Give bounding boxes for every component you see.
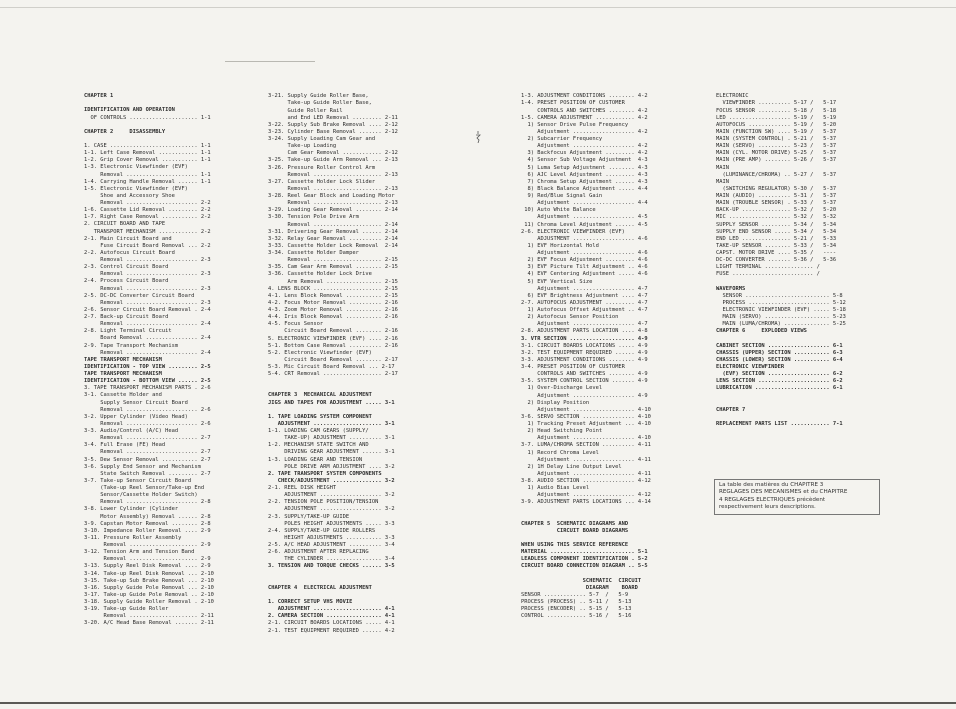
- toc-line: 3-24. Supply Loading Cam Gear and: [268, 136, 376, 142]
- toc-line: 2) Head Switching Point: [521, 428, 603, 435]
- toc-line: 3-7. LUMA/CHROMA SECTION .......... 4-11: [521, 442, 651, 449]
- toc-line: 2) Display Position: [521, 399, 590, 406]
- toc-line: POLES HEIGHT ADJUSTMENTS ..... 3-3: [268, 520, 395, 527]
- toc-line: 5. ELECTRONIC VIEWFINDER (EVF) .... 2-16: [268, 335, 398, 342]
- toc-line: 1-3. ADJUSTMENT CONDITIONS ........ 4-2: [521, 93, 648, 100]
- toc-line: 3-20. A/C Head Base Removal ....... 2-11: [84, 620, 214, 627]
- toc-line: 1-2. MECHANISM STATE SWITCH AND: [268, 442, 369, 449]
- toc-line: POLE DRIVE ARM ADJUSTMENT .... 3-2: [268, 463, 395, 470]
- toc-line: 5-2. Electronic Viewfinder (EVF): [268, 349, 372, 356]
- toc-line: 3-8. Lower Cylinder (Cylinder: [84, 506, 179, 513]
- toc-line: 3-3. Audio/Control (A/C) Head: [84, 428, 179, 435]
- toc-line: CHAPTER 7: [716, 406, 746, 413]
- toc-line: Adjustment ................... 4-10: [521, 435, 651, 442]
- toc-line: DC-DC CONVERTER ....... 5-36 / 5-36: [716, 257, 837, 264]
- toc-line: 1. CORRECT SETUP VHS MOVIE: [268, 599, 353, 606]
- toc-line: 3-31. Drivering Gear Removal ...... 2-14: [268, 228, 398, 235]
- toc-line: CIRCUIT BOARD CONNECTION DIAGRAM .. 5-5: [521, 563, 648, 570]
- toc-line: CONTROLS AND SWITCHES ........ 4-9: [521, 371, 648, 378]
- toc-line: LEADLESS COMPONENT IDENTIFICATION . 5-2: [521, 556, 648, 563]
- toc-line: 3-28. Reel Gear Block and Loading Motor: [268, 193, 395, 199]
- toc-line: 3-11. Pressure Roller Assembly: [84, 534, 182, 541]
- toc-line: 2-8. Light Terminal Circuit: [84, 328, 172, 335]
- toc-line: 4. LENS BLOCK ..................... 2-15: [268, 285, 398, 292]
- toc-line: 3-14. Take-up Reel Disk Removal ... 2-10: [84, 570, 214, 577]
- toc-line: 2. CIRCUIT BOARD AND TAPE: [84, 221, 166, 228]
- toc-line: 1-7. Right Case Removal ........... 2-2: [84, 214, 211, 221]
- toc-line: 2-1. CIRCUIT BOARDS LOCATIONS ..... 4-1: [268, 620, 395, 627]
- toc-line: 1-3. LOADING GEAR AND TENSION: [268, 456, 363, 463]
- toc-line: [716, 392, 901, 399]
- toc-line: Removal ...................... 2-6: [84, 406, 211, 413]
- toc-line: 1) Audio Bias Level: [521, 485, 590, 492]
- toc-line: (Take-up Reel Sensor/Take-up End: [84, 485, 205, 492]
- toc-line: 3-29. Loading Gear Removal ........ 2-14: [268, 207, 398, 214]
- toc-line: [716, 335, 901, 342]
- toc-line: Removal ..................... 2-11: [84, 613, 214, 620]
- toc-line: TAKE-UP SENSOR ........ 5-33 / 5-34: [716, 242, 837, 249]
- toc-line: [268, 592, 440, 599]
- toc-line: MAIN (AUDIO) .......... 5-31 / 5-37: [716, 193, 837, 199]
- toc-line: and End LED Removal ......... 2-11: [268, 114, 398, 121]
- toc-line: 3-23. Cylinder Base Removal ....... 2-12: [268, 128, 398, 135]
- toc-line: [84, 122, 254, 129]
- toc-line: 3-15. Take-up Sub Brake Removal ... 2-10: [84, 577, 214, 584]
- toc-line: 3-30. Tension Pole Drive Arm: [268, 214, 359, 221]
- toc-line: CAPST. MOTOR DRIVE .... 5-35 / ----: [716, 250, 837, 256]
- toc-line: 3-17. Take-up Guide Pole Removal .. 2-10: [84, 591, 214, 598]
- toc-line: 4-3. Zoom Motor Removal ........... 2-16: [268, 307, 398, 313]
- toc-line: DIAGRAM BOARD: [521, 584, 638, 591]
- toc-line: 7) Chroma Setup Adjustment ...... 4-3: [521, 178, 648, 185]
- toc-line: 4-5. Focus Sensor: [268, 321, 324, 328]
- toc-line: CHAPTER 2 DISASSEMBLY: [84, 128, 166, 135]
- toc-line: [268, 571, 440, 578]
- toc-line: Fuse Circuit Board Removal ... 2-2: [84, 242, 211, 249]
- toc-line: Removal ...................... 2-4: [84, 321, 211, 328]
- toc-line: END LED ............... 5-21 / 5-33: [716, 235, 837, 242]
- toc-line: 1-3. Electronic Viewfinder (EVF): [84, 164, 188, 171]
- toc-line: (SWITCHING REGULATOR) 5-30 / 5-37: [716, 185, 837, 192]
- toc-line: ADJUSTMENT ................... 4-6: [521, 235, 648, 242]
- toc-line: CHAPTER 1: [84, 93, 114, 100]
- toc-line: 3-9. ADJUSTMENT PARTS LOCATIONS ... 4-14: [521, 499, 651, 506]
- toc-line: Supply Sensor Circuit Board: [84, 399, 188, 406]
- toc-line: 10) Auto White Balance: [521, 207, 596, 214]
- toc-line: SUPPLY END SENSOR ..... 5-34 / 5-34: [716, 228, 837, 235]
- toc-line: 2) 1H Delay Line Output Level: [521, 463, 622, 470]
- toc-line: CHAPTER 6 EXPLODED VIEWS: [716, 328, 807, 335]
- toc-line: 5) Luma Setup Adjustment ........ 4-3: [521, 164, 648, 171]
- toc-line: Circuit Board Removal ........ 2-17: [268, 356, 398, 363]
- note-line: REGLAGES DES MECANISMES et du CHAPITRE: [719, 489, 848, 496]
- toc-line: 1) Autofocus Offset Adjustment .. 4-7: [521, 307, 648, 313]
- toc-line: LUBRICATION ....................... 6-1: [716, 385, 843, 392]
- toc-line: 1) Over-Discharge Level: [521, 385, 603, 392]
- toc-column-2: [268, 79, 440, 642]
- toc-line: MAIN (PRE AMP) ........ 5-26 / 5-37: [716, 157, 837, 164]
- toc-line: 2-1. TEST EQUIPMENT REQUIRED ...... 4-2: [268, 627, 395, 634]
- toc-column-1: [84, 79, 254, 635]
- toc-line: 3-26. Pressure Roller Control Arm: [268, 164, 376, 171]
- toc-line: MAIN: [716, 178, 729, 185]
- toc-line: CHASSIS (UPPER) SECTION ........... 6-3: [716, 349, 843, 356]
- toc-line: CABINET SECTION ................... 6-1: [716, 342, 843, 349]
- toc-line: LED ................... 5-19 / 5-19: [716, 114, 837, 121]
- toc-line: MAIN (CYL. MOTOR DRIVE) 5-25 / 5-37: [716, 150, 837, 157]
- toc-line: ELECTRONIC VIEWFINDER: [716, 363, 785, 370]
- toc-line: State Switch Removal ......... 2-7: [84, 470, 211, 477]
- toc-line: 1-1. Left Case Removal ............ 1-1: [84, 150, 211, 157]
- toc-line: [268, 385, 440, 392]
- toc-line: 1-5. CAMERA ADJUSTMENT ............ 4-2: [521, 114, 648, 121]
- toc-line: [268, 407, 440, 414]
- toc-line: [268, 378, 440, 385]
- toc-line: IDENTIFICATION AND OPERATION: [84, 107, 175, 114]
- note-line: respectivement leurs descriptions.: [719, 504, 816, 511]
- toc-line: 2-7. Back-up Circuit Board: [84, 314, 169, 321]
- toc-line: PROCESS (ENCODER) .. 5-15 / 5-13: [521, 606, 632, 613]
- toc-line: 2-2. TENSION POLE POSITION/TENSION: [268, 499, 379, 506]
- toc-line: FOCUS SENSOR .......... 5-18 / 5-18: [716, 107, 837, 114]
- top-rule: [0, 7, 956, 8]
- toc-line: Take-up Guide Roller Base,: [268, 100, 372, 107]
- toc-line: 4) EVF Centering Adjustment ..... 4-6: [521, 271, 648, 278]
- toc-line: Adjustment ................... 4-12: [521, 492, 651, 499]
- toc-line: 3-4. PRESET POSITION OF CUSTOMER: [521, 364, 625, 370]
- toc-line: 3. TAPE TRANSPORT MECHANISM PARTS . 2-6: [84, 385, 211, 392]
- toc-line: MIC ................... 5-32 / 5-32: [716, 214, 837, 221]
- toc-line: 2-4. Process Circuit Board: [84, 278, 169, 285]
- toc-line: Removal ...................... 2-2: [84, 200, 211, 207]
- toc-line: 9) Red/Blue Signal Gain: [521, 193, 603, 199]
- toc-line: 1) EVF Horizontal Hold: [521, 242, 599, 249]
- toc-line: 3-36. Cassette Holder Lock Drive: [268, 271, 372, 278]
- toc-line: MAIN (SERVO) .................... 5-23: [716, 314, 846, 321]
- toc-line: Adjustment ................... 4-5: [521, 214, 648, 221]
- toc-line: 3) EVF Picture Tilt Adjustment .. 4-6: [521, 264, 648, 271]
- toc-line: 2-3. SUPPLY/TAKE-UP GUIDE: [268, 513, 350, 520]
- toc-line: Adjustment ................... 4-7: [521, 285, 648, 292]
- toc-line: 3-10. Impedance Roller Removal .... 2-9: [84, 527, 211, 534]
- toc-line: Removal ..................... 2-13: [268, 200, 398, 207]
- toc-line: MAIN: [716, 164, 729, 171]
- toc-line: MAIN (FUNCTION SW) .... 5-19 / 5-37: [716, 128, 837, 135]
- toc-line: 3-18. Supply Guide Roller Removal . 2-10: [84, 599, 214, 606]
- toc-line: 2) Subcarrier Frequency: [521, 136, 603, 142]
- toc-line: 4-1. Lens Block Removal ........... 2-15: [268, 292, 398, 299]
- toc-line: Removal ...................... 2-3: [84, 299, 211, 306]
- toc-line: WHEN USING THIS SERVICE REFERENCE: [521, 542, 629, 549]
- toc-line: ADJUSTMENT ................... 3-2: [268, 492, 395, 499]
- toc-line: 2-1. REEL DISK HEIGHT: [268, 485, 337, 492]
- toc-line: 1) Tracking Preset Adjustment ... 4-10: [521, 421, 651, 427]
- toc-line: 3-3. ADJUSTMENT CONDITIONS ........ 4-9: [521, 356, 648, 363]
- toc-line: 3-1. CIRCUIT BOARDS LOCATIONS ..... 4-9: [521, 342, 648, 349]
- top-rule-short: [225, 61, 315, 62]
- toc-line: 3. VTR SECTION .................... 4-9: [521, 335, 648, 342]
- toc-line: FUSE ......................... /: [716, 271, 820, 278]
- toc-line: SENSOR ............. 5-7 / 5-9: [521, 591, 629, 598]
- toc-line: 2-2. Autofocus Circuit Board: [84, 249, 175, 256]
- toc-line: 3-19. Take-up Guide Roller: [84, 606, 169, 613]
- toc-line: Adjustment ................... 4-10: [521, 406, 651, 413]
- toc-line: Removal ..................... 2-13: [268, 171, 398, 178]
- toc-line: 1-5. Electronic Viewfinder (EVF): [84, 185, 188, 192]
- toc-line: 3-16. Supply Guide Pole Removal ... 2-10: [84, 584, 214, 591]
- toc-line: Arm Removal ................. 2-15: [268, 278, 398, 285]
- toc-line: PROCESS (PROCESS) .. 5-11 / 5-13: [521, 599, 632, 606]
- toc-line: Adjustment ................... 4-9: [521, 392, 648, 399]
- toc-line: ADJUSTMENT ..................... 3-1: [268, 420, 395, 427]
- toc-line: SENSOR .......................... 5-8: [716, 292, 843, 299]
- toc-line: CHECK/ADJUSTMENT ............... 3-2: [268, 477, 395, 484]
- toc-line: DRIVING GEAR ADJUSTMENT ...... 3-1: [268, 449, 395, 456]
- toc-line: Removal ...................... 2-7: [84, 435, 211, 442]
- toc-line: 3-6. Supply End Sensor and Mechanism: [84, 463, 201, 470]
- toc-column-4: [716, 79, 901, 435]
- toc-line: Adjustment ................... 4-2: [521, 143, 648, 150]
- toc-line: CONTROLS AND SWITCHES ........ 4-2: [521, 107, 648, 114]
- toc-line: VIEWFINDER .......... 5-17 / 5-17: [716, 100, 837, 107]
- toc-line: 1-4. Carrying Handle Removal ...... 1-1: [84, 178, 211, 185]
- toc-line: 2-5. A/C HEAD ADJUSTMENT .......... 3-4: [268, 542, 395, 549]
- toc-line: TAKE-UP) ADJUSTMENT .......... 3-1: [268, 435, 395, 442]
- toc-line: [716, 414, 901, 421]
- toc-line: 3-22. Supply Sub Brake Removal .... 2-12: [268, 121, 398, 128]
- toc-line: Board Removal ................ 2-4: [84, 335, 211, 342]
- toc-line: 2-8. ADJUSTMENT PARTS LOCATION .... 4-8: [521, 328, 648, 335]
- toc-line: Removal ...................... 2-4: [84, 349, 211, 356]
- toc-line: 1-6. Cassette Lid Removal ......... 2-2: [84, 207, 211, 214]
- toc-line: 1-1. LOADING CAM GEARS (SUPPLY/: [268, 428, 369, 435]
- toc-line: [84, 136, 254, 143]
- toc-line: 2-6. ELECTRONIC VIEWFINDER (EVF): [521, 228, 625, 235]
- toc-line: IDENTIFICATION - BOTTOM VIEW ...... 2-5: [84, 378, 211, 385]
- toc-line: ADJUSTMENT ..................... 4-1: [268, 606, 395, 613]
- toc-line: 3-6. SERVO SECTION ................ 4-10: [521, 413, 651, 420]
- toc-line: CHASSIS (LOWER) SECTION ........... 6-4: [716, 356, 843, 363]
- toc-line: 5) EVF Vertical Size: [521, 278, 593, 285]
- toc-line: CONTROL ............ 5-16 / 5-16: [521, 613, 632, 620]
- toc-line: Removal ...................... 2-3: [84, 285, 211, 292]
- toc-line: CIRCUIT BOARD DIAGRAMS: [521, 527, 629, 534]
- toc-line: [716, 279, 901, 286]
- toc-line: Adjustment ................... 4-11: [521, 470, 651, 477]
- toc-line: [521, 514, 701, 521]
- toc-line: [84, 100, 254, 107]
- toc-line: 1) Record Chroma Level: [521, 449, 599, 456]
- toc-line: 5-3. Mic Circuit Board Removal ... 2-17: [268, 364, 395, 370]
- toc-line: MAIN (TROUBLE SENSOR) . 5-33 / 5-37: [716, 200, 837, 207]
- toc-line: 8) Black Balance Adjustment ..... 4-4: [521, 185, 648, 192]
- note-line: 4 REGLAGES ELECTRIQUES précèdent: [719, 496, 826, 503]
- toc-line: Removal ...................... 2-6: [84, 420, 211, 427]
- toc-line: TRANSPORT MECHANISM ............ 2-2: [84, 228, 211, 235]
- toc-line: 2-7. AUTOFOCUS ADJUSTMENT ......... 4-7: [521, 299, 648, 306]
- toc-line: 3-27. Cassette Holder Lock Slider: [268, 178, 376, 185]
- toc-line: PROCESS ......................... 5-12: [716, 299, 846, 306]
- note-line: La table des matières du CHAPITRE 3: [719, 482, 824, 488]
- toc-line: 3-35. Cam Gear Arm Removal ........ 2-15: [268, 264, 398, 271]
- toc-line: 2) Autofocus Sensor Position: [521, 314, 619, 321]
- toc-line: ELECTRONIC VIEWFINDER (EVF) ..... 5-18: [716, 306, 846, 313]
- toc-line: 2-4. SUPPLY/TAKE-UP GUIDE ROLLERS: [268, 527, 376, 534]
- toc-line: 3) Backfocus Adjustment ......... 4-2: [521, 150, 648, 157]
- toc-line: 3-2. TEST EQUIPMENT REQUIRED ...... 4-9: [521, 349, 648, 356]
- toc-line: Removal ..................... 2-13: [268, 185, 398, 192]
- toc-line: 4-2. Focus Motor Removal .......... 2-16: [268, 299, 398, 306]
- toc-line: Adjustment ................... 4-2: [521, 128, 648, 135]
- toc-line: 3-34. Cassette Holder Damper: [268, 250, 359, 256]
- toc-line: Removal ...................... 2-8: [84, 499, 211, 506]
- toc-line: CHAPTER 3 MECHANICAL ADJUSTMENT: [268, 392, 372, 399]
- toc-line: 6) AJC Level Adjustment ......... 4-3: [521, 171, 648, 178]
- toc-line: LENS SECTION ...................... 6-2: [716, 378, 843, 385]
- toc-line: ELECTRONIC: [716, 93, 749, 100]
- toc-line: [268, 578, 440, 585]
- toc-line: MAIN (SERVO) .......... 5-23 / 5-37: [716, 143, 837, 150]
- toc-line: 3-1. Cassette Holder and: [84, 392, 162, 399]
- toc-line: Take-up Loading: [268, 143, 337, 150]
- toc-line: 3-13. Supply Reel Disk Removal .... 2-9: [84, 563, 211, 570]
- toc-line: IDENTIFICATION - TOP VIEW ......... 2-5: [84, 363, 211, 370]
- toc-line: WAVEFORMS: [716, 285, 746, 292]
- toc-line: 3-8. AUDIO SECTION ................ 4-12: [521, 478, 651, 484]
- toc-line: MAIN (SYSTEM CONTROL) . 5-21 / 5-37: [716, 136, 837, 142]
- toc-line: (LUMINANCE/CHROMA) .. 5-27 / 5-37: [716, 171, 837, 178]
- toc-line: 2-3. Control Circuit Board: [84, 264, 169, 271]
- toc-line: MAIN (LUMA/CHROMA) .............. 5-25: [716, 321, 846, 328]
- toc-line: Removal ...................... 2-3: [84, 257, 211, 264]
- toc-line: 1) Sensor Drive Pulse Frequency: [521, 121, 629, 128]
- toc-line: Removal ...................... 1-1: [84, 171, 211, 178]
- toc-line: 1. TAPE LOADING SYSTEM COMPONENT: [268, 413, 372, 420]
- toc-line: 3-5. Dew Sensor Removal ........... 2-7: [84, 456, 211, 463]
- toc-line: MATERIAL .......................... 5-1: [521, 549, 648, 556]
- toc-line: 3-21. Supply Guide Roller Base,: [268, 93, 369, 100]
- toc-line: 4-4. Iris Block Removal ........... 2-16: [268, 314, 398, 321]
- toc-line: [521, 507, 701, 514]
- toc-line: 3-4. Full Erase (FE) Head: [84, 442, 166, 449]
- toc-line: Sensor/Cassette Holder Switch): [84, 492, 198, 499]
- toc-line: TAPE TRANSPORT MECHANISM: [84, 356, 162, 363]
- toc-line: REPLACEMENT PARTS LIST ............ 7-1: [716, 420, 843, 427]
- toc-line: JIGS AND TAPES FOR ADJUSTMENT ..... 3-1: [268, 399, 395, 406]
- toc-line: 1-4. PRESET POSITION OF CUSTOMER: [521, 100, 625, 107]
- toc-line: TAPE TRANSPORT MECHANISM: [84, 371, 162, 378]
- toc-line: 2-6. ADJUSTMENT AFTER REPLACING: [268, 549, 369, 556]
- toc-line: [521, 571, 701, 578]
- toc-line: Adjustment ................... 4-6: [521, 250, 648, 256]
- toc-line: SUPPLY SENSOR ......... 5-34 / 5-34: [716, 221, 837, 228]
- toc-line: Guide Roller Rail: [268, 107, 343, 114]
- toc-line: Motor Assembly) Removal ...... 2-8: [84, 513, 211, 520]
- toc-line: Adjustment ................... 4-4: [521, 200, 648, 207]
- toc-line: CHAPTER 4 ELECTRICAL ADJUSTMENT: [268, 584, 372, 591]
- toc-line: Circuit Board Removal ........ 2-16: [268, 328, 398, 335]
- toc-line: AUTOFOCUS ............. 5-19 / 5-20: [716, 121, 837, 128]
- toc-line: 3-5. SYSTEM CONTROL SECTION ....... 4-9: [521, 378, 648, 385]
- toc-line: 1-2. Grip Cover Removal ........... 1-1: [84, 157, 211, 164]
- toc-line: 1. CASE ........................... 1-1: [84, 143, 211, 150]
- toc-line: BACK-UP ............... 5-32 / 5-20: [716, 207, 837, 214]
- toc-line: Removal ..................... 2-9: [84, 542, 211, 549]
- toc-line: 4) Sensor Sub Voltage Adjustment 4-3: [521, 157, 648, 164]
- toc-line: 11) Chroma Level Adjustment ...... 4-5: [521, 221, 648, 228]
- toc-line: 3-25. Take-up Guide Arm Removal ... 2-13: [268, 157, 398, 164]
- toc-line: 2) EVF Focus Adjustment ......... 4-6: [521, 257, 648, 264]
- bottom-rule: [0, 702, 956, 704]
- toc-line: Adjustment ................... 4-7: [521, 321, 648, 328]
- toc-line: (EVF) SECTION ................... 6-2: [716, 371, 843, 378]
- toc-line: 3-7. Take-up Sensor Circuit Board: [84, 477, 192, 484]
- toc-column-3: [521, 79, 701, 628]
- toc-line: 3-2. Upper Cylinder (Video Head): [84, 413, 188, 420]
- toc-line: ADJUSTMENT ................... 3-2: [268, 506, 395, 513]
- toc-line: 6) EVF Brightness Adjustment .... 4-7: [521, 292, 648, 299]
- toc-line: Removal ..................... 2-14: [268, 221, 398, 228]
- toc-line: 2. CAMERA SECTION ................. 4-1: [268, 613, 395, 620]
- toc-line: [521, 535, 701, 542]
- toc-line: LIGHT TERMINAL ............... /: [716, 264, 820, 271]
- toc-line: SCHEMATIC CIRCUIT: [521, 577, 642, 584]
- toc-line: Removal ..................... 2-9: [84, 556, 211, 563]
- toc-line: 3-12. Tension Arm and Tension Band: [84, 549, 195, 556]
- toc-line: 2-6. Sensor Circuit Board Removal . 2-4: [84, 306, 211, 313]
- toc-line: 2-5. DC-DC Converter Circuit Board: [84, 292, 195, 299]
- toc-line: 3-33. Cassette Holder Lock Removal 2-14: [268, 242, 398, 249]
- toc-line: OF CONTROLS ..................... 1-1: [84, 114, 211, 121]
- toc-line: 3-9. Capstan Motor Removal ........ 2-8: [84, 520, 211, 527]
- toc-line: 3-32. Relay Gear Removal .......... 2-14: [268, 235, 398, 242]
- margin-mark-icon: [474, 131, 482, 143]
- toc-line: 5-1. Bottom Case Removal .......... 2-16: [268, 342, 398, 349]
- toc-line: Removal ...................... 2-3: [84, 271, 211, 278]
- toc-line: Shoe and Accessory Shoe: [84, 192, 175, 199]
- toc-line: Adjustment ................... 4-11: [521, 456, 651, 463]
- toc-line: [716, 400, 901, 407]
- toc-line: HEIGHT ADJUSTMENTS ........... 3-3: [268, 534, 395, 541]
- toc-line: 2. TAPE TRANSPORT SYSTEM COMPONENTS: [268, 470, 382, 477]
- toc-line: Removal ..................... 2-15: [268, 257, 398, 264]
- toc-line: THE CYLINDER ................. 3-4: [268, 556, 395, 563]
- toc-line: 3. TENSION AND TORQUE CHECKS ...... 3-5: [268, 563, 395, 570]
- toc-line: Removal ...................... 2-7: [84, 449, 211, 456]
- toc-line: 5-4. CRT Removal .................. 2-17: [268, 371, 398, 378]
- french-note-box: [714, 479, 880, 515]
- toc-line: CHAPTER 5 SCHEMATIC DIAGRAMS AND: [521, 520, 629, 527]
- toc-line: 2-9. Tape Transport Mechanism: [84, 342, 179, 349]
- toc-line: 2-1. Main Circuit Board and: [84, 235, 172, 242]
- toc-line: Cam Gear Removal ............ 2-12: [268, 150, 398, 157]
